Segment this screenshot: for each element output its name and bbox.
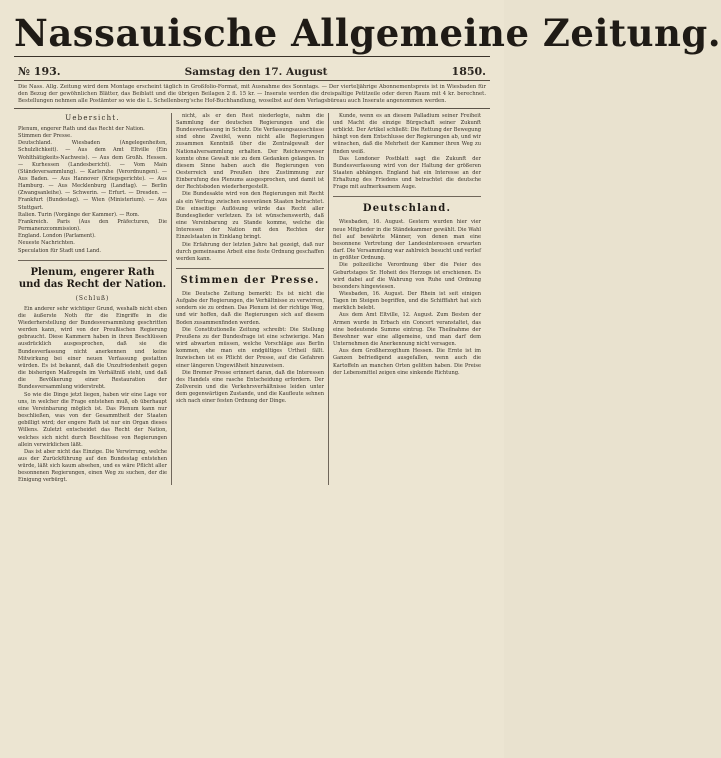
article-paragraph: nicht, als er den Rest niederlegte, nahm die Sammlung der deutschen Regierungen und die Bundesverfassung in Schutz. Die Verfassungsausschüsse sind ohne Zweifel, wenn nicht alle Regierungen zusammen Kenntniß über die Zentralgewalt der Nationalversammlung erhalten. Der Reichsverweser konnte ohne Gewalt nie zu dem Gedanken gelangen. In diesem Sinne haben auch die Regierungen von Oesterreich und Preußen ihre Zustimmung zur Einberufung des Plenums ausgesprochen, und damit ist der Rechtsboden wiederhergestellt. — [176, 112, 324, 191]
article-title: Plenum, engerer Rath und das Recht der Nation. — [18, 266, 167, 290]
article-paragraph: Das ist aber nicht das Einzige. Die Verwirrung, welche aus der Zurückführung auf den Bundestag entstehen würde, läßt sich kaum absehen, und es wäre Pflicht aller besonnenen Regierungen, einen Weg zu suchen, der die Einigung verbürgt. — [18, 448, 167, 484]
column-divider — [18, 260, 167, 261]
section-divider — [176, 268, 324, 269]
article-paragraph: Die Constitutionelle Zeitung schreibt: Die Stellung Preußens zu der Bundesfrage ist eine schwierige. Man wird abwarten müssen, welche Vorschläge aus Berlin kommen, ehe man ein endgültiges Urtheil fällt. Inzwischen ist es Pflicht der Presse, auf die Gefahren einer längeren Ungewißheit hinzuweisen. — [176, 326, 324, 369]
toc-item: Deutschland. Wiesbaden (Angelegenheiten, Schulzlichkeit). — Aus dem Amt Eltville (Ein Wohlthätigkeits-Nachweis). — Aus dem Großh. Hessen. — Kurhessen (Landesbericht). — Vom Main (Ständeversammlung). — Karlsruhe (Verordnungen). — Aus Baden. — Aus Hannover (Kriegsgerichte). — Aus Hamburg. — Aus Mecklenburg (Landtag). — Berlin (Zwangsanleihe). — Schwerin. — Erfurt. — Dresden. — Frankfurt (Bundestag). — Wien (Ministerium). — Aus Stuttgart. — [18, 140, 167, 211]
article-paragraph: So wie die Dinge jetzt liegen, haben wir eine Lage vor uns, in welcher die Frage entstehen muß, ob überhaupt eine Vereinbarung möglich ist. Das Plenum kann nur beschließen, was von der Gesammtheit der Staaten gebilligt wird; der engere Rath ist nur ein Organ dieses Willens. Zuletzt entscheidet das Recht der Nation, welches sich nicht durch Beschlüsse von Regierungen allein verwirklichen läßt. — [18, 391, 167, 448]
article-paragraph: Die Deutsche Zeitung bemerkt: Es ist nicht die Aufgabe der Regierungen, die Verhältnisse zu verwirren, sondern sie zu ordnen. Das Plenum ist der richtige Weg, und wir hoffen, daß die Regierungen sich auf diesem Boden zusammenfinden werden. — [176, 291, 324, 326]
table-of-contents — [18, 126, 167, 255]
issue-line — [14, 63, 490, 80]
article-paragraph: Die Bundesakte wird von den Regierungen mit Recht als ein Vertrag zwischen souveränen Staaten betrachtet. Die einseitige Auflösung würde das Recht aller Bundesglieder verletzen. Es ist wünschenswerth, daß eine Vereinbarung zu Stande komme, welche die Interessen der Nation mit den Rechten der Einzelstaaten in Einklang bringt. — [176, 191, 324, 241]
toc-item: Frankreich. Paris (Aus den Präfecturen, Die Permanenzcommission). — [18, 218, 167, 233]
subscription-notice: Die Nass. Allg. Zeitung wird dem Montage erscheint täglich in Großfolio-Format, mit Ausnahme des Sonntags. — Der vierteljährige Abonnementspreis ist in Wiesbaden für den Bezug der gewöhnlichen Blätter, das Beiblatt und die übrigen Beilagen 2 fl. 15 kr. — Inserate werden die dreispaltige Petitzeile oder deren Raum mit 4 kr. berechnet. Bestellungen nehmen alle Postämter so wie die L. Schellenberg'sche Hof-Buchhandlung, woselbst auf dem Verlagsbüreau auch Inserate angenommen werden. — [18, 84, 486, 104]
column-2 — [171, 113, 328, 485]
section-title: Stimmen der Presse. — [180, 275, 320, 286]
article-paragraph: Die Bremer Presse erinnert daran, daß die Interessen des Handels eine rasche Entscheidung erfordern. Der Zollverein und die Verkehrsverhältnisse leiden unter dem gegenwärtigen Zustande, und die Kaufleute sehnen sich nach einer festen Ordnung der Dinge. — [176, 369, 324, 405]
section-divider — [333, 196, 481, 197]
article-subtitle: (Schluß) — [75, 294, 110, 302]
columns — [14, 109, 490, 485]
article-paragraph: Das Londoner Postblatt sagt die Zukunft der Bundesverfassung wird von der Haltung der größeren Staaten abhängen. England hat ein Interesse an der Erhaltung des Friedens und betrachtet die deutsche Frage mit aufmerksamem Auge. — [333, 155, 481, 191]
masthead-title: Nassauische Allgemeine Zeitung. — [14, 11, 721, 55]
toc-item: England. London (Parlament). — [18, 233, 96, 240]
article-paragraph: Wiesbaden, 16. August. Gestern wurden hier vier neue Mitglieder in die Ständekammer gewählt. Die Wahl fiel auf bewährte Männer, von denen man eine besonnene Vertretung der Landesinteressen erwarten darf. Die Versammlung war zahlreich besucht und verlief in größter Ordnung. — [333, 219, 481, 262]
issue-number: № 193. — [18, 65, 61, 78]
toc-item: Speculation für Stadt und Land. — [18, 247, 101, 254]
issue-year: 1850. — [451, 65, 486, 78]
article-paragraph: Aus dem Großherzogthum Hessen. Die Ernte ist im Ganzen befriedigend ausgefallen, wenn auch die Kartoffeln an manchen Orten gelitten haben. Die Preise der Lebensmittel zeigen eine sinkende Richtung. — [333, 348, 481, 376]
article-paragraph: Aus dem Amt Eltville, 12. August. Zum Besten der Armen wurde in Erbach ein Concert veranstaltet, das eine bedeutende Summe eintrug. Die Theilnahme der Bewohner war eine allgemeine, und man darf dem Unternehmen die Anerkennung nicht versagen. — [333, 312, 481, 348]
column-3 — [328, 113, 485, 485]
article-paragraph: Die polizeiliche Verordnung über die Feier des Geburtstages Sr. Hoheit des Herzogs ist erschienen. Es wird dabei auf die Wahrung von Ruhe und Ordnung besonders hingewiesen. — [333, 262, 481, 290]
article-paragraph: Kunde, wenn es an diesem Palladium seiner Freiheit und Macht die einzige Bürgschaft seiner Zukunft erblickt. Der Artikel schließt: Die Rettung der Bewegung hängt von dem Entschlusse der Regierungen ab, und wir wünschen, daß die Mehrheit der Kammer ihren Weg zu finden weiß. — [333, 112, 481, 155]
issue-date: Samstag den 17. August — [184, 66, 328, 78]
toc-item: Stimmen der Presse. — [18, 133, 72, 140]
article-paragraph: Wiesbaden, 16. August. Der Rhein ist seit einigen Tagen im Steigen begriffen, und die Schifffahrt hat sich merklich belebt. — [333, 291, 481, 312]
toc-title: Uebersicht. — [65, 113, 120, 122]
article-paragraph: Die Erfahrung der letzten Jahre hat gezeigt, daß nur durch gemeinsame Arbeit eine feste Ordnung geschaffen werden kann. — [176, 241, 324, 262]
toc-item: Italien. Turin (Vorgänge der Kammer). — Rom. — [18, 211, 140, 218]
masthead-rule — [14, 56, 490, 57]
toc-item: Neueste Nachrichten. — [18, 240, 75, 247]
column-1 — [14, 113, 171, 485]
article-paragraph: Ein anderer sehr wichtiger Grund, weshalb nicht eben die äußerste Noth für die Eingriffe in die Wiederherstellung der Bundesversammlung geschritten werden kann, wird von der Preußischen Regierung gebraucht. Diese Kammern haben in ihren Beschlüssen ausdrücklich ausgesprochen, daß sie die Bundesverfassung nicht anerkennen und keine Mitwirkung bei einer neuen Verfassung gestatten würden. Es ist bekannt, daß die Unzufriedenheit gegen die bisherigen Maßregeln im Verhältniß steht, und daß die Bevölkerung einer Restauration der Bundesversammlung widerstrebt. — [18, 305, 167, 391]
section-title: Deutschland. — [362, 203, 452, 215]
toc-item: Plenum, engerer Rath und das Recht der Nation. — [18, 125, 145, 132]
